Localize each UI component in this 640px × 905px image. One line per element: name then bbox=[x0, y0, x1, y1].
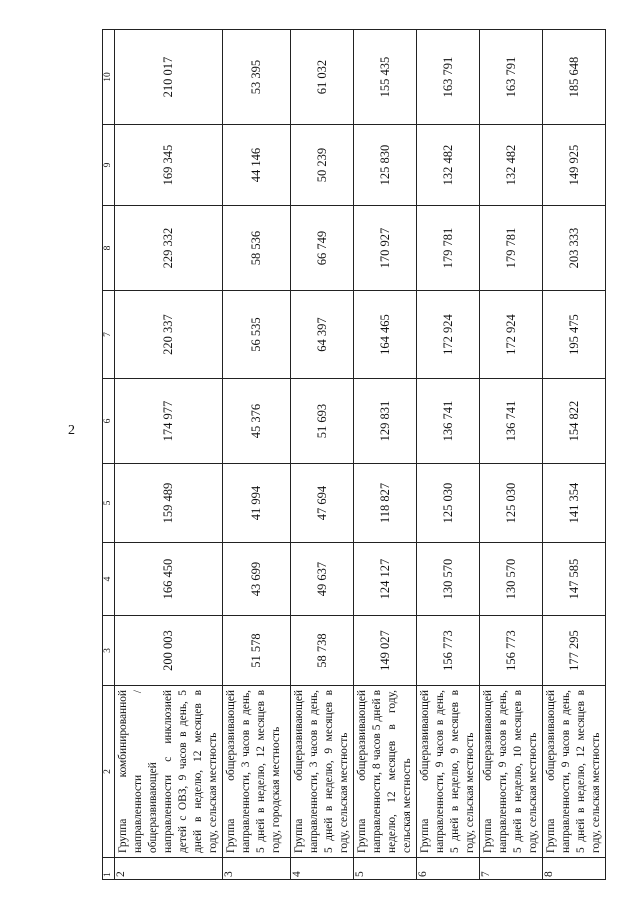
cost-value: 172 924 bbox=[480, 291, 543, 379]
row-number: 6 bbox=[417, 858, 480, 880]
cost-value: 177 295 bbox=[543, 616, 606, 686]
table-row bbox=[417, 30, 480, 880]
cost-value: 172 924 bbox=[417, 291, 480, 379]
cost-value: 58 536 bbox=[223, 206, 291, 291]
cost-value: 220 337 bbox=[115, 291, 223, 379]
table-row bbox=[291, 30, 354, 880]
cost-value: 130 570 bbox=[480, 543, 543, 616]
row-number: 5 bbox=[354, 858, 417, 880]
cost-value: 44 146 bbox=[223, 125, 291, 206]
cost-value: 200 003 bbox=[115, 616, 223, 686]
table-row bbox=[354, 30, 417, 880]
column-number: 5 bbox=[103, 464, 115, 543]
cost-value: 47 694 bbox=[291, 464, 354, 543]
cost-value: 210 017 bbox=[115, 30, 223, 125]
cost-value: 125 830 bbox=[354, 125, 417, 206]
cost-value: 179 781 bbox=[417, 206, 480, 291]
cost-value: 159 489 bbox=[115, 464, 223, 543]
cost-value: 51 578 bbox=[223, 616, 291, 686]
cost-value: 203 333 bbox=[543, 206, 606, 291]
cost-value: 156 773 bbox=[417, 616, 480, 686]
row-number: 3 bbox=[223, 858, 291, 880]
group-description: Группа общеразвивающей направленности, 9 часов в день, 5 дней в неделю, 12 месяцев в году, сельская местность bbox=[543, 686, 606, 858]
group-description: Группа общеразвивающей направленности, 9 часов в день, 5 дней в неделю, 9 месяцев в году, сельская местность bbox=[417, 686, 480, 858]
cost-value: 41 994 bbox=[223, 464, 291, 543]
cost-value: 163 791 bbox=[417, 30, 480, 125]
cost-value: 155 435 bbox=[354, 30, 417, 125]
cost-value: 43 699 bbox=[223, 543, 291, 616]
cost-value: 185 648 bbox=[543, 30, 606, 125]
table-row bbox=[223, 30, 291, 880]
cost-value: 50 239 bbox=[291, 125, 354, 206]
column-number-row bbox=[103, 30, 115, 880]
table-row bbox=[115, 30, 223, 880]
table-row bbox=[543, 30, 606, 880]
cost-value: 141 354 bbox=[543, 464, 606, 543]
cost-value: 125 030 bbox=[480, 464, 543, 543]
cost-value: 149 027 bbox=[354, 616, 417, 686]
cost-value: 124 127 bbox=[354, 543, 417, 616]
column-number: 6 bbox=[103, 379, 115, 464]
column-number: 2 bbox=[103, 686, 115, 858]
column-number: 3 bbox=[103, 616, 115, 686]
group-description: Группа общеразвивающей направленности, 8 часов 5 дней в неделю, 12 месяцев в году, сельская местность bbox=[354, 686, 417, 858]
cost-value: 136 741 bbox=[417, 379, 480, 464]
cost-value: 53 395 bbox=[223, 30, 291, 125]
cost-value: 174 977 bbox=[115, 379, 223, 464]
cost-value: 129 831 bbox=[354, 379, 417, 464]
cost-value: 179 781 bbox=[480, 206, 543, 291]
cost-value: 49 637 bbox=[291, 543, 354, 616]
cost-value: 170 927 bbox=[354, 206, 417, 291]
cost-value: 118 827 bbox=[354, 464, 417, 543]
cost-value: 147 585 bbox=[543, 543, 606, 616]
cost-value: 149 925 bbox=[543, 125, 606, 206]
cost-value: 169 345 bbox=[115, 125, 223, 206]
cost-value: 195 475 bbox=[543, 291, 606, 379]
table-body bbox=[103, 30, 606, 880]
row-number: 7 bbox=[480, 858, 543, 880]
table-row bbox=[480, 30, 543, 880]
cost-value: 61 032 bbox=[291, 30, 354, 125]
column-number: 8 bbox=[103, 206, 115, 291]
cost-value: 58 738 bbox=[291, 616, 354, 686]
cost-value: 51 693 bbox=[291, 379, 354, 464]
page-number: 2 bbox=[68, 423, 75, 438]
cost-table bbox=[102, 29, 606, 880]
cost-value: 166 450 bbox=[115, 543, 223, 616]
cost-value: 130 570 bbox=[417, 543, 480, 616]
cost-value: 154 822 bbox=[543, 379, 606, 464]
column-number: 10 bbox=[103, 30, 115, 125]
column-number: 9 bbox=[103, 125, 115, 206]
row-number: 2 bbox=[115, 858, 223, 880]
cost-value: 164 465 bbox=[354, 291, 417, 379]
cost-value: 132 482 bbox=[417, 125, 480, 206]
group-description: Группа общеразвивающей направленности, 9 часов в день, 5 дней в неделю, 10 месяцев в году, сельская местность bbox=[480, 686, 543, 858]
row-number: 4 bbox=[291, 858, 354, 880]
cost-value: 156 773 bbox=[480, 616, 543, 686]
row-number: 8 bbox=[543, 858, 606, 880]
group-description: Группа общеразвивающей направленности, 3 часов в день, 5 дней в неделю, 9 месяцев в году, сельская местность bbox=[291, 686, 354, 858]
cost-value: 229 332 bbox=[115, 206, 223, 291]
cost-value: 45 376 bbox=[223, 379, 291, 464]
cost-value: 136 741 bbox=[480, 379, 543, 464]
column-number: 1 bbox=[103, 858, 115, 880]
group-description: Группа общеразвивающей направленности, 3 часов в день, 5 дней в неделю, 12 месяцев в году, городская местность bbox=[223, 686, 291, 858]
group-description: Группа комбинированной направленности / общеразвивающей направленности с инклюзией детей с ОВЗ, 9 часов в день, 5 дней в неделю, 12 месяцев в году, сельская местность bbox=[115, 686, 223, 858]
cost-value: 56 535 bbox=[223, 291, 291, 379]
cost-value: 125 030 bbox=[417, 464, 480, 543]
cost-value: 64 397 bbox=[291, 291, 354, 379]
rotated-table-container bbox=[102, 30, 602, 880]
cost-value: 66 749 bbox=[291, 206, 354, 291]
cost-value: 132 482 bbox=[480, 125, 543, 206]
column-number: 7 bbox=[103, 291, 115, 379]
cost-value: 163 791 bbox=[480, 30, 543, 125]
column-number: 4 bbox=[103, 543, 115, 616]
